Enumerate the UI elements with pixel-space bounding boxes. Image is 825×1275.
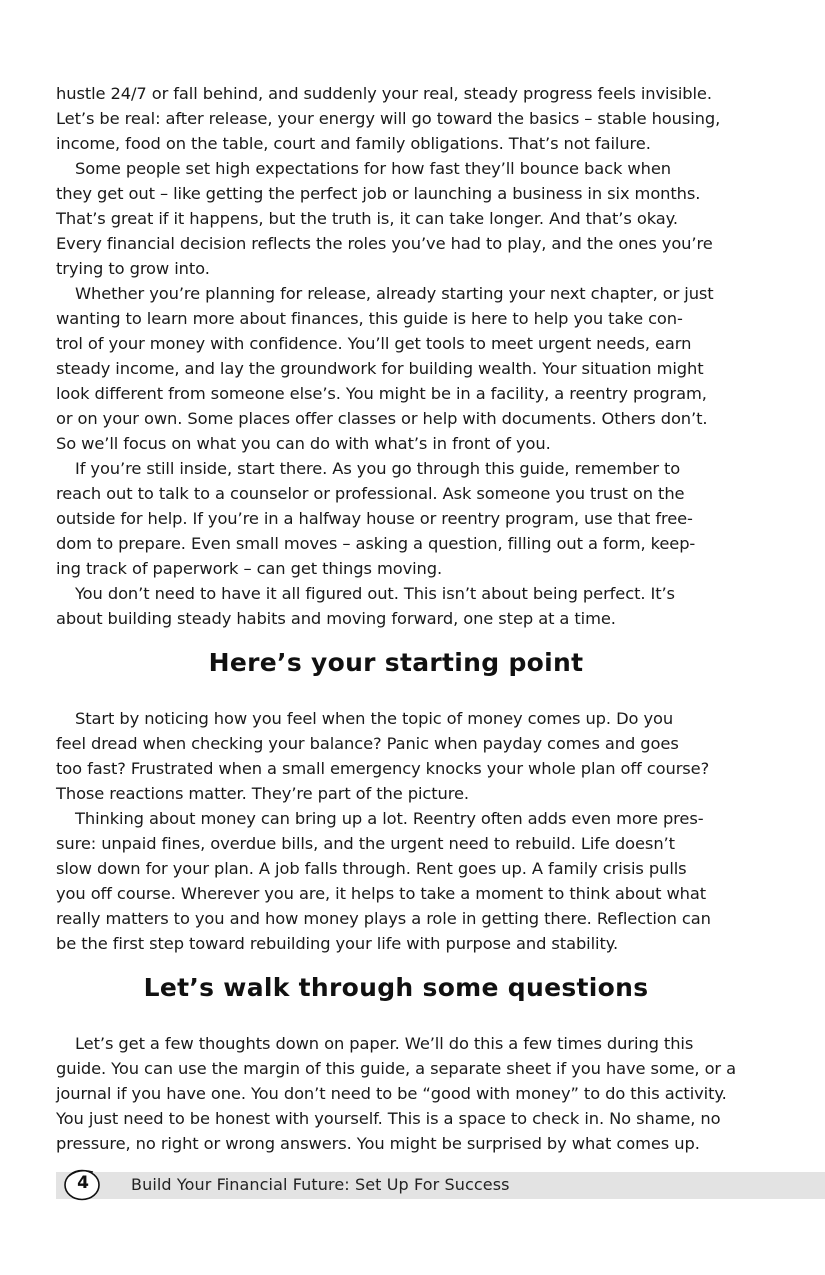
text-line: So we’ll focus on what you can do with what’s in front of you. (56, 434, 551, 453)
text-line: Let’s be real: after release, your energy will go toward the basics – stable housing, (56, 109, 721, 128)
text-line: Whether you’re planning for release, already starting your next chapter, or just (75, 284, 714, 303)
text-line: wanting to learn more about finances, this guide is here to help you take con- (56, 309, 683, 328)
text-line: Let’s get a few thoughts down on paper. We’ll do this a few times during this (75, 1034, 694, 1053)
text-line: hustle 24/7 or fall behind, and suddenly your real, steady progress feels invisible. (56, 84, 712, 103)
text-line: about building steady habits and moving forward, one step at a time. (56, 609, 616, 628)
text-line: reach out to talk to a counselor or professional. Ask someone you trust on the (56, 484, 685, 503)
text-line: If you’re still inside, start there. As you go through this guide, remember to (75, 459, 681, 478)
page-number: 4 (77, 1173, 89, 1193)
text-line: You just need to be honest with yourself. This is a space to check in. No shame, no (56, 1109, 721, 1128)
text-line: pressure, no right or wrong answers. You might be surprised by what comes up. (56, 1134, 700, 1153)
text-line: Every financial decision reflects the roles you’ve had to play, and the ones you’re (56, 234, 713, 253)
text-line: ing track of paperwork – can get things moving. (56, 559, 443, 578)
text-line: trol of your money with confidence. You’ll get tools to meet urgent needs, earn (56, 334, 692, 353)
section-heading-starting-point: Here’s your starting point (208, 648, 584, 677)
text-line: too fast? Frustrated when a small emergency knocks your whole plan off course? (56, 759, 710, 778)
text-line: Start by noticing how you feel when the topic of money comes up. Do you (75, 709, 674, 728)
text-line: Some people set high expectations for how fast they’ll bounce back when (75, 159, 671, 178)
text-line: journal if you have one. You don’t need to be “good with money” to do this activity. (56, 1084, 727, 1103)
text-line: look different from someone else’s. You might be in a facility, a reentry program, (56, 384, 707, 403)
text-line: dom to prepare. Even small moves – asking a question, filling out a form, keep- (56, 534, 696, 553)
footer-title: Build Your Financial Future: Set Up For Success (131, 1175, 510, 1194)
text-line: or on your own. Some places offer classes or help with documents. Others don’t. (56, 409, 708, 428)
text-line: income, food on the table, court and family obligations. That’s not failure. (56, 134, 651, 153)
text-line: slow down for your plan. A job falls through. Rent goes up. A family crisis pulls (56, 859, 687, 878)
text-line: sure: unpaid fines, overdue bills, and the urgent need to rebuild. Life doesn’t (56, 834, 675, 853)
text-line: really matters to you and how money plays a role in getting there. Reflection can (56, 909, 711, 928)
text-line: you off course. Wherever you are, it helps to take a moment to think about what (56, 884, 707, 903)
text-line: they get out – like getting the perfect job or launching a business in six months. (56, 184, 701, 203)
text-line: That’s great if it happens, but the truth is, it can take longer. And that’s okay. (56, 209, 678, 228)
section-heading-questions: Let’s walk through some questions (143, 973, 649, 1002)
text-line: Thinking about money can bring up a lot. Reentry often adds even more pres- (75, 809, 704, 828)
text-line: outside for help. If you’re in a halfway house or reentry program, use that free- (56, 509, 693, 528)
text-line: You don’t need to have it all figured out. This isn’t about being perfect. It’s (75, 584, 675, 603)
text-line: steady income, and lay the groundwork for building wealth. Your situation might (56, 359, 704, 378)
text-line: trying to grow into. (56, 259, 210, 278)
text-line: guide. You can use the margin of this guide, a separate sheet if you have some, or a (56, 1059, 736, 1078)
text-line: be the first step toward rebuilding your life with purpose and stability. (56, 934, 619, 953)
text-line: Those reactions matter. They’re part of the picture. (56, 784, 469, 803)
text-line: feel dread when checking your balance? Panic when payday comes and goes (56, 734, 679, 753)
